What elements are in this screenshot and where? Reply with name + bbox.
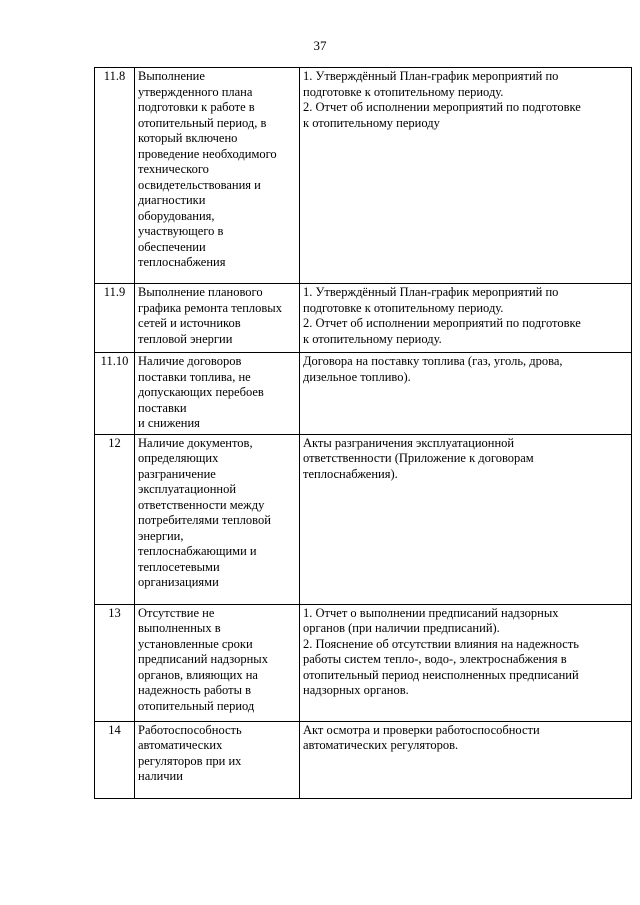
page-number: 37 [313,38,327,53]
requirement-text-line: отопительный период [138,698,255,713]
requirement-text-line: и снижения [138,416,200,430]
requirement-cell [135,353,300,435]
document-text-line: подготовке к отопительному периоду. [303,300,504,315]
document-text-line: 2. Отчет об исполнении мероприятий по подготовке [303,316,581,330]
requirement-text-line: утвержденного плана [138,84,253,99]
requirement-text-line: Наличие документов, [138,435,253,450]
requirement-text-line: автоматических [138,738,223,752]
requirement-text-line: теплоснабжающими и [138,544,257,558]
requirement-text-line: графика ремонта тепловых [138,300,282,315]
document-text-line: отопительный период неисполненных предписаний [303,667,579,682]
requirement-text-line: проведение необходимого [138,146,277,161]
row-number: 12 [95,434,135,604]
requirement-text-line: наличии [138,769,183,783]
requirement-text-line: надежность работы в [138,683,252,697]
document-text-line: автоматических регуляторов. [303,738,459,752]
requirement-text-line: определяющих [138,451,219,465]
requirement-text-line: участвующего в [138,224,224,238]
row-number: 14 [95,721,135,798]
document-text-line: ответственности (Приложение к договорам [303,451,534,465]
document-text-line: работы систем тепло-, водо-, электроснабжения в [303,652,567,666]
table-row [95,434,632,604]
row-number: 11.9 [95,284,135,353]
requirement-text-line: технического [138,162,209,176]
row-number: 11.8 [95,68,135,284]
requirement-text-line: теплоснабжения [138,255,226,269]
requirement-cell [135,604,300,721]
table-row [95,353,632,435]
confirming-documents-cell [300,604,632,721]
document-text-line: Договора на поставку топлива (газ, уголь, дрова, [303,354,563,368]
requirement-text-line: разграничение [138,466,216,481]
requirement-text-line: Наличие договоров [138,354,242,368]
requirement-text-line: Отсутствие не [138,605,215,620]
requirement-cell [135,68,300,284]
confirming-documents-cell [300,68,632,284]
requirement-text-line: диагностики [138,193,206,207]
table-row [95,604,632,721]
table-row [95,284,632,353]
document-text-line: 1. Утверждённый План-график мероприятий по [303,69,559,83]
row-number: 13 [95,604,135,721]
requirement-text-line: ответственности между [138,497,265,512]
requirement-text-line: органов, влияющих на [138,667,258,682]
table-body [95,68,632,799]
document-text-line: органов (при наличии предписаний). [303,621,500,635]
document-text-line: 2. Пояснение об отсутствии влияния на надежность [303,636,580,651]
requirement-text-line: обеспечении [138,239,206,254]
document-text-line: надзорных органов. [303,683,409,697]
table-row [95,68,632,284]
requirement-text-line: потребителями тепловой [138,513,271,527]
requirement-text-line: оборудования, [138,208,215,223]
requirement-cell [135,434,300,604]
table-row [95,721,632,798]
document-text-line: 1. Утверждённый План-график мероприятий по [303,285,559,299]
document-text-line: подготовке к отопительному периоду. [303,84,504,99]
requirement-text-line: освидетельствования и [138,177,261,192]
requirement-text-line: Выполнение [138,69,205,83]
requirement-text-line: выполненных в [138,621,221,635]
requirement-text-line: допускающих перебоев [138,385,264,399]
row-number: 11.10 [95,353,135,435]
document-text-line: 1. Отчет о выполнении предписаний надзорных [303,605,559,620]
confirming-documents-cell [300,721,632,798]
requirement-text-line: сетей и источников [138,316,241,330]
requirements-table [94,67,632,799]
document-text-line: теплоснабжения). [303,466,398,481]
document-text-line: 2. Отчет об исполнении мероприятий по подготовке [303,100,581,114]
document-text-line: к отопительному периоду [303,115,440,130]
requirement-text-line: предписаний надзорных [138,652,268,666]
requirement-text-line: поставки топлива, не [138,369,251,384]
requirement-text-line: энергии, [138,528,184,543]
requirement-text-line: тепловой энергии [138,331,233,346]
requirement-text-line: регуляторов при их [138,753,242,768]
requirement-text-line: организациями [138,575,219,589]
requirement-text-line: Выполнение планового [138,285,263,299]
requirement-cell [135,721,300,798]
document-text-line: Акты разграничения эксплуатационной [303,435,515,450]
requirement-text-line: установленные сроки [138,636,253,651]
requirement-text-line: подготовки к работе в [138,100,255,114]
document-text-line: Акт осмотра и проверки работоспособности [303,722,540,737]
confirming-documents-cell [300,434,632,604]
requirement-cell [135,284,300,353]
confirming-documents-cell [300,284,632,353]
document-text-line: к отопительному периоду. [303,331,442,346]
requirement-text-line: Работоспособность [138,722,242,737]
requirement-text-line: который включено [138,131,238,145]
requirement-text-line: эксплуатационной [138,482,237,496]
requirement-text-line: отопительный период, в [138,115,267,130]
requirement-text-line: теплосетевыми [138,559,220,574]
requirement-text-line: поставки [138,400,187,415]
document-text-line: дизельное топливо). [303,369,411,384]
confirming-documents-cell [300,353,632,435]
